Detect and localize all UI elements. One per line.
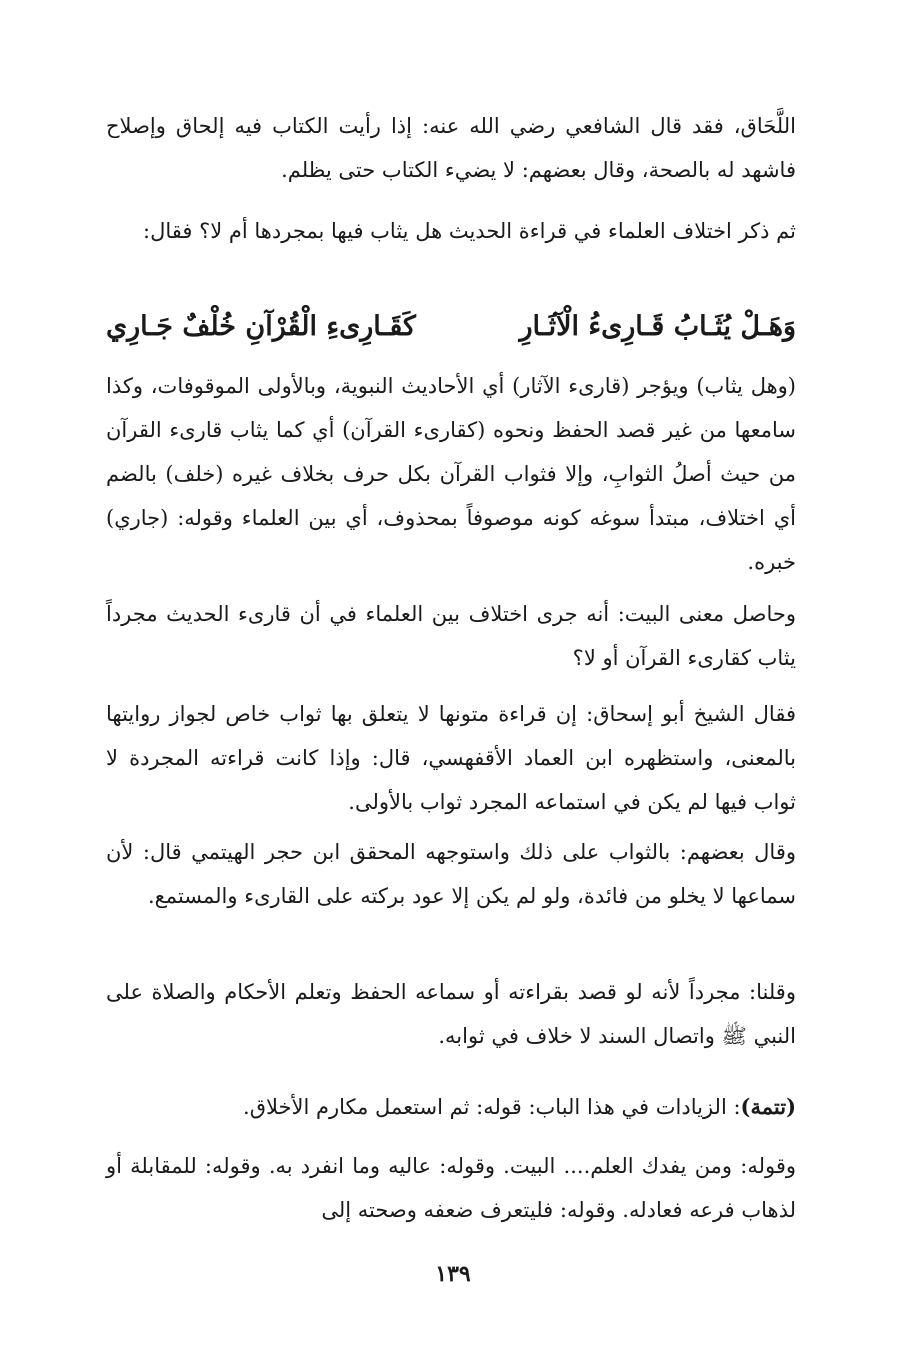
poem-verse bbox=[106, 299, 796, 355]
page-number: ١٣٩ bbox=[435, 1261, 471, 1287]
paragraph-abu-ishaq: فقال الشيخ أبو إسحاق: إن قراءة متونها لا يتعلق بها ثواب خاص لجواز روايتها بالمعنى، واستظهره ابن العماد الأقفهسي، قال: وإذا كانت قراءته المجردة لا ثواب فيها لم يكن في استماعه المجرد ثواب بالأولى. bbox=[106, 702, 796, 814]
paragraph-ibn-hajar: وقال بعضهم: بالثواب على ذلك واستوجهه المحقق ابن حجر الهيتمي قال: لأن سماعها لا يخلو من فائدة، ولو لم يكن إلا عود بركته على القارىء والمستمع. bbox=[106, 840, 796, 908]
verse-second-hemistich: كَقَـارِىءِ الْقُرْآنِ خُلْفٌ جَـارِي bbox=[106, 311, 416, 342]
paragraph-additions: وقوله: ومن يفدك العلم.... البيت. وقوله: عاليه وما انفرد به. وقوله: للمقابلة أو لذهاب فرعه فعادله. وقوله: فليتعرف ضعفه وصحته إلى bbox=[106, 1154, 796, 1222]
verse-first-hemistich: وَهَـلْ يُثَـابُ قَـارِىءُ الْآثَـارِ bbox=[519, 311, 796, 342]
supplement-label: (تتمة) bbox=[740, 1094, 796, 1119]
paragraph-mujarradan: وقلنا: مجرداً لأنه لو قصد بقراءته أو سماعه الحفظ وتعلم الأحكام والصلاة على النبي ﷺ واتصال السند لا خلاف في ثوابه. bbox=[106, 980, 796, 1048]
paragraph-meaning: وحاصل معنى البيت: أنه جرى اختلاف بين العلماء في أن قارىء الحديث مجرداً يثاب كقارىء القرآن أو لا؟ bbox=[106, 602, 796, 670]
paragraph-lahaq: اللَّحَاق، فقد قال الشافعي رضي الله عنه: إذا رأيت الكتاب فيه إلحاق وإصلاح فاشهد له بالصحة، وقال بعضهم: لا يضيء الكتاب حتى يظلم. bbox=[106, 114, 796, 182]
paragraph-intro: ثم ذكر اختلاف العلماء في قراءة الحديث هل يثاب فيها بمجردها أم لا؟ فقال: bbox=[143, 219, 796, 243]
paragraph-supplement bbox=[106, 1085, 796, 1129]
paragraph-commentary: (وهل يثاب) ويؤجر (قارىء الآثار) أي الأحاديث النبوية، وبالأولى الموقوفات، وكذا سامعها من غير قصد الحفظ ونحوه (كقارىء القرآن) أي كما يثاب قارىء القرآن من حيث أصلُ الثوابِ، وإلا فثواب القرآن بكل حرف بخلاف غيره (خلف) بالضم أي اختلاف، مبتدأ سوغه كونه موصوفاً بمحذوف، أي بين العلماء وقوله: (جاري) خبره. bbox=[106, 374, 796, 574]
supplement-text: : الزيادات في هذا الباب: قوله: ثم استعمل مكارم الأخلاق. bbox=[243, 1095, 741, 1119]
